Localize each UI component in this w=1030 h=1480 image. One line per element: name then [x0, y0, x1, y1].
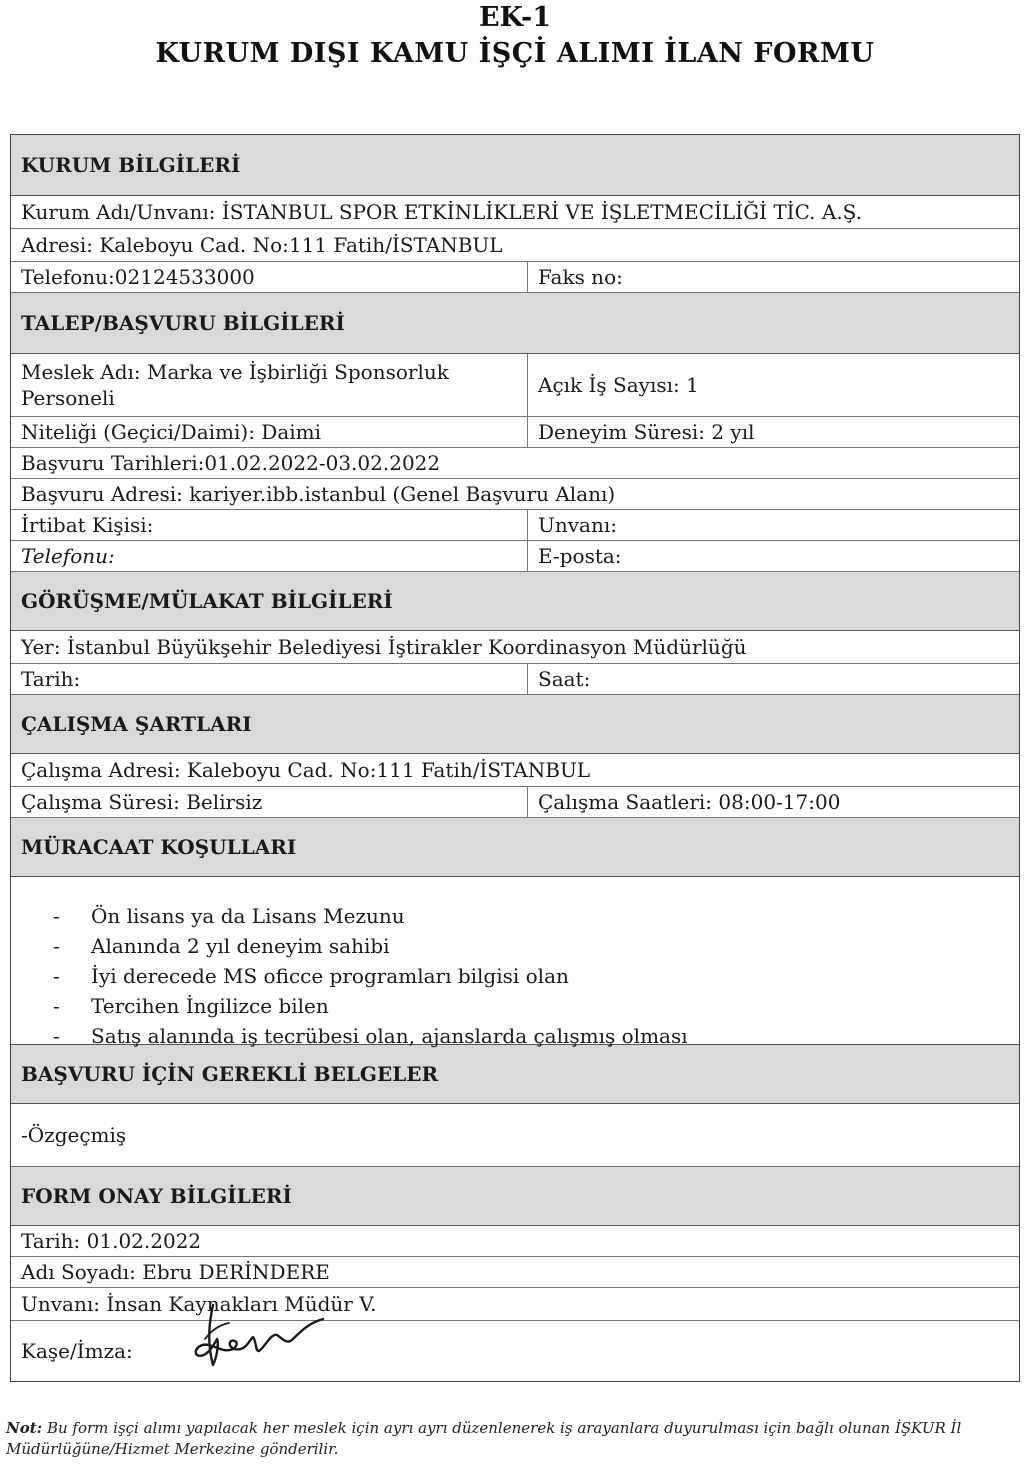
kurum-adi: Kurum Adı/Unvanı: İSTANBUL SPOR ETKİNLİKLERİ VE İŞLETMECİLİĞİ TİC. A.Ş. [21, 200, 863, 224]
onay-adi: Adı Soyadı: Ebru DERİNDERE [21, 1260, 330, 1284]
talep-unvan: Unvanı: [538, 513, 617, 537]
talep-telefon-row [11, 541, 1019, 572]
talep-irtibat: İrtibat Kişisi: [11, 510, 528, 540]
talep-tarihler: Başvuru Tarihleri:01.02.2022-03.02.2022 [21, 451, 441, 475]
section-gorusme-heading: GÖRÜŞME/MÜLAKAT BİLGİLERİ [11, 572, 1019, 631]
talep-nitelik-row [11, 417, 1019, 448]
kurum-adres-row [11, 229, 1019, 262]
calisma-sure-row [11, 787, 1019, 818]
gorusme-yer: Yer: İstanbul Büyükşehir Belediyesi İştirakler Koordinasyon Müdürlüğü [21, 635, 747, 659]
condition-text: Alanında 2 yıl deneyim sahibi [91, 934, 390, 958]
talep-adres-row [11, 479, 1019, 510]
form-title: KURUM DIŞI KAMU İŞÇİ ALIMI İLAN FORMU [155, 38, 875, 69]
talep-meslek: Meslek Adı: Marka ve İşbirliği Sponsorluk Personeli [11, 354, 528, 416]
talep-meslek-row [11, 354, 1019, 417]
talep-adres: Başvuru Adresi: kariyer.ibb.istanbul (Genel Başvuru Alanı) [21, 482, 616, 506]
application-form [10, 134, 1020, 1382]
condition-text: Ön lisans ya da Lisans Mezunu [91, 904, 405, 928]
list-dash: - [53, 934, 60, 958]
onay-tarih-row [11, 1226, 1019, 1257]
muracaat-list [11, 877, 1019, 1048]
gorusme-saat: Saat: [538, 667, 591, 691]
onay-unvan-row [11, 1288, 1019, 1321]
talep-irtibat-row [11, 510, 1019, 541]
calisma-sure: Çalışma Süresi: Belirsiz [11, 787, 528, 817]
section-talep-heading: TALEP/BAŞVURU BİLGİLERİ [11, 293, 1019, 354]
onay-kase: Kaşe/İmza: [21, 1339, 133, 1363]
list-item [53, 961, 1019, 991]
footer-note-label: Not: [6, 1419, 43, 1437]
form-code: EK-1 [478, 2, 552, 33]
list-item [53, 991, 1019, 1021]
gorusme-tarih: Tarih: [11, 664, 528, 694]
section-calisma-heading: ÇALIŞMA ŞARTLARI [11, 695, 1019, 754]
gorusme-yer-row [11, 631, 1019, 664]
kurum-adres: Adresi: Kaleboyu Cad. No:111 Fatih/İSTANBUL [21, 233, 503, 257]
list-dash: - [53, 904, 60, 928]
list-dash: - [53, 964, 60, 988]
section-kurum-heading: KURUM BİLGİLERİ [11, 135, 1019, 196]
condition-text: İyi derecede MS oficce programları bilgisi olan [91, 964, 569, 988]
list-item [53, 931, 1019, 961]
talep-deneyim: Deneyim Süresi: 2 yıl [538, 420, 755, 444]
section-onay-heading: FORM ONAY BİLGİLERİ [11, 1167, 1019, 1226]
talep-telefon: Telefonu: [11, 541, 528, 571]
onay-tarih: Tarih: 01.02.2022 [21, 1229, 202, 1253]
belgeler-row [11, 1104, 1019, 1167]
kurum-telefon-row [11, 262, 1019, 293]
list-dash: - [53, 994, 60, 1018]
calisma-adres-row [11, 754, 1019, 787]
footer-note [6, 1418, 1021, 1460]
list-dash: - [53, 1024, 60, 1048]
belgeler-item: -Özgeçmiş [21, 1123, 127, 1147]
talep-acik-is: Açık İş Sayısı: 1 [538, 373, 699, 397]
onay-adi-row [11, 1257, 1019, 1288]
kurum-faks: Faks no: [538, 265, 623, 289]
list-item [53, 901, 1019, 931]
talep-tarihler-row [11, 448, 1019, 479]
kurum-adi-row [11, 196, 1019, 229]
calisma-saatler: Çalışma Saatleri: 08:00-17:00 [538, 790, 841, 814]
condition-text: Satış alanında iş tecrübesi olan, ajanslarda çalışmış olması [91, 1024, 688, 1048]
kurum-telefon: Telefonu:02124533000 [11, 262, 528, 292]
condition-text: Tercihen İngilizce bilen [91, 994, 329, 1018]
section-belgeler-heading: BAŞVURU İÇİN GEREKLİ BELGELER [11, 1045, 1019, 1104]
footer-note-text: Bu form işçi alımı yapılacak her meslek için ayrı ayrı düzenlenerek iş arayanlara duyurulması için bağlı olunan İŞKUR İl Müdürlüğüne/Hizmet Merkezine gönderilir. [6, 1419, 962, 1458]
talep-eposta: E-posta: [538, 544, 622, 568]
calisma-adres: Çalışma Adresi: Kaleboyu Cad. No:111 Fatih/İSTANBUL [21, 758, 591, 782]
onay-kase-row [11, 1321, 1019, 1381]
talep-nitelik: Niteliği (Geçici/Daimi): Daimi [11, 417, 528, 447]
section-muracaat-heading: MÜRACAAT KOŞULLARI [11, 818, 1019, 877]
onay-unvan: Unvanı: İnsan Kaynakları Müdür V. [21, 1292, 377, 1316]
signature-image [183, 1299, 353, 1369]
gorusme-tarih-row [11, 664, 1019, 695]
